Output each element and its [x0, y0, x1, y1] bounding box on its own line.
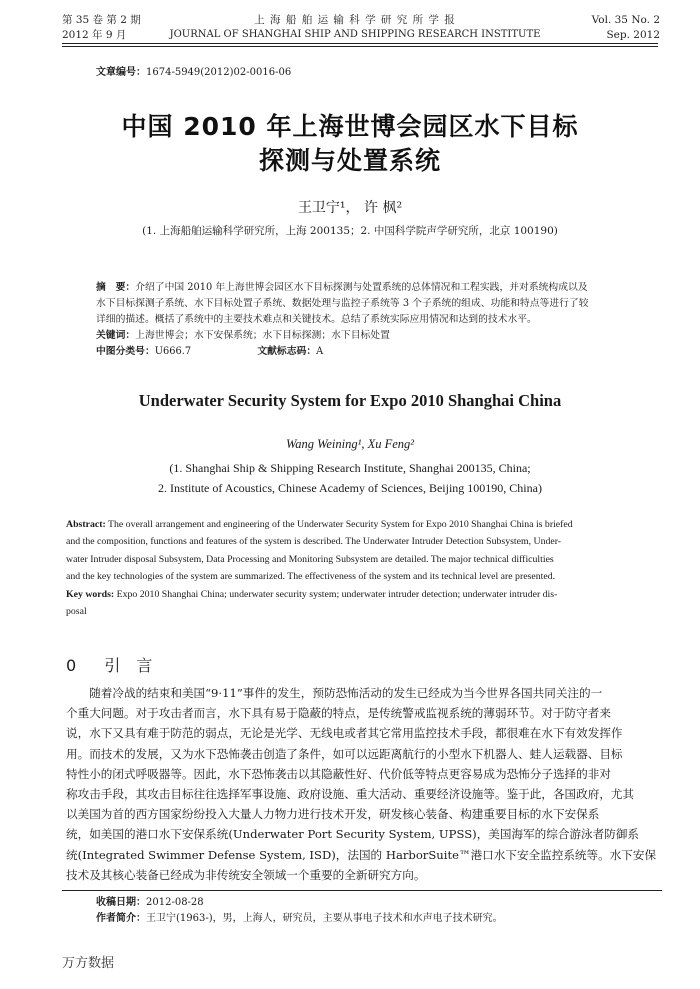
intro-line: 统(Integrated Swimmer Defense System, ISD)，法国的 HarborSuite™港口水下安全监控系统等。水下安保: [66, 847, 657, 862]
header-date-cn: 2012 年 9 月: [62, 29, 127, 41]
abstract-cn-line2: 水下目标探测子系统、水下目标处置子系统、数据处理与监控子系统等 3 个子系统的组成、功能和特点等进行了较: [96, 298, 589, 309]
authors-cn: 王卫宁¹， 许 枫²: [297, 200, 403, 216]
intro-line: 以美国为首的西方国家纷纷投入大量人力物力进行技术开发，研发核心装备、构建重要目标的水下安保系: [66, 807, 600, 822]
intro-line: 技术及其核心装备已经成为非传统安全领域一个重要的全新研究方向。: [66, 867, 426, 882]
article-number: [96, 65, 291, 81]
intro-line: 说，水下又具有难于防范的弱点，无论是光学、无线电或者其它常用监控技术手段，都很难在水下有效发挥作: [66, 726, 623, 741]
section-title: 引 言: [104, 656, 153, 675]
intro-paragraph: [66, 683, 672, 885]
received-value: 2012-08-28: [146, 897, 204, 908]
keywords-en-label: Key words:: [66, 588, 115, 600]
title-cn-line2: 探测与处置系统: [258, 146, 441, 175]
article-number-value: 1674-5949(2012)02-0016-06: [146, 67, 292, 78]
intro-line: 特性小的闭式呼吸器等。因此，水下恐怖袭击以其隐蔽性好、代价低等特点更容易成为恐怖分子选择的非对: [66, 766, 611, 781]
header-volume-en: Vol. 35 No. 2: [591, 14, 660, 26]
abstract-cn: [96, 280, 656, 360]
abstract-en-line4: and the key technologies of the system are summarized. The effectiveness of the system and its technical level are presented.: [66, 571, 556, 583]
abstract-en-label: Abstract:: [66, 519, 106, 530]
doc-code-value: A: [316, 346, 324, 357]
header-date-en: Sep. 2012: [606, 29, 660, 41]
authors-en: Wang Weining¹, Xu Feng²: [285, 437, 415, 451]
classification-value: U666.7: [154, 346, 192, 357]
keywords-cn-text: 上海世博会；水下安保系统；水下目标探测；水下目标处置: [135, 330, 390, 341]
affiliations-en: [60, 458, 640, 498]
intro-line: 个重大问题。对于攻击者而言，水下具有易于隐蔽的特点，是传统警戒监视系统的薄弱环节。对于防守者来: [66, 706, 611, 721]
author-bio-value: 王卫宁(1963-)，男，上海人，研究员，主要从事电子技术和水声电子技术研究。: [146, 913, 503, 924]
header-rule-2: [62, 46, 658, 47]
section-heading: [66, 655, 152, 677]
article-number-label: 文章编号：: [96, 67, 146, 78]
abstract-en-line1: The overall arrangement and engineering of the Underwater Security System for Expo 2010 Shanghai China is briefed: [108, 519, 573, 530]
affiliations-cn: (1. 上海船舶运输科学研究所，上海 200135；2. 中国科学院声学研究所，北京 100190): [142, 225, 558, 237]
intro-line: 称攻击手段，其攻击目标往往选择军事设施、政府设施、重大活动、重要经济设施等。鉴于此，各国政府，尤其: [66, 787, 635, 802]
header-volume-cn: 第 35 卷 第 2 期: [62, 14, 141, 26]
affiliations-en-line2: 2. Institute of Acoustics, Chinese Academy of Sciences, Beijing 100190, China): [158, 481, 542, 495]
abstract-cn-line1: 介绍了中国 2010 年上海世博会园区水下目标探测与处置系统的总体情况和工程实践，并对系统构成以及: [135, 282, 588, 293]
footnote-author: [96, 911, 503, 927]
footnote-received: [96, 895, 204, 911]
section-number: 0: [66, 656, 77, 675]
received-label: 收稿日期：: [96, 897, 146, 908]
intro-line: 随着冷战的结束和美国“9·11”事件的发生，预防恐怖活动的发生已经成为当今世界各国共同关注的一: [66, 686, 603, 700]
author-bio-label: 作者简介：: [96, 913, 146, 924]
title-cn-line1: 中国 2010 年上海世博会园区水下目标: [121, 112, 579, 141]
keywords-en-line2: posal: [66, 606, 87, 618]
journal-title-en: JOURNAL OF SHANGHAI SHIP AND SHIPPING RESEARCH INSTITUTE: [169, 29, 541, 40]
footnote-rule: [62, 890, 662, 891]
title-en: Underwater Security System for Expo 2010 Shanghai China: [138, 391, 562, 410]
affiliations-en-line1: (1. Shanghai Ship & Shipping Research Institute, Shanghai 200135, China;: [169, 461, 531, 475]
abstract-en-line2: and the composition, functions and features of the system is described. The Underwater Intruder Detection Subsystem, Under-: [66, 536, 562, 548]
keywords-en-line1: Expo 2010 Shanghai China; underwater security system; underwater intruder detection; underwater intruder dis-: [116, 588, 558, 600]
abstract-cn-line3: 详细的描述。概括了系统中的主要技术难点和关键技术。总结了系统实际应用情况和达到的技术水平。: [96, 314, 537, 325]
intro-line: 统，如美国的港口水下安保系统(Underwater Port Security System, UPSS)，美国海军的综合游泳者防御系: [66, 827, 640, 842]
classification-label: 中图分类号：: [96, 346, 155, 357]
keywords-cn-label: 关键词：: [96, 330, 136, 341]
watermark-text: 万方数据: [62, 956, 115, 971]
journal-title-cn: 上 海 船 舶 运 输 科 学 研 究 所 学 报: [254, 14, 456, 26]
abstract-cn-label: 摘 要：: [96, 282, 136, 293]
intro-line: 用。而技术的发展，又为水下恐怖袭击创造了条件，如可以远距离航行的小型水下机器人、蛙人运载器、目标: [66, 746, 623, 761]
abstract-en: [66, 516, 670, 620]
header-rule: [62, 43, 658, 44]
doc-code-label: 文献标志码：: [257, 346, 317, 357]
abstract-en-line3: water Intruder disposal Subsystem, Data Processing and Monitoring Subsystem are detailed. The major technical difficulties: [66, 553, 554, 565]
